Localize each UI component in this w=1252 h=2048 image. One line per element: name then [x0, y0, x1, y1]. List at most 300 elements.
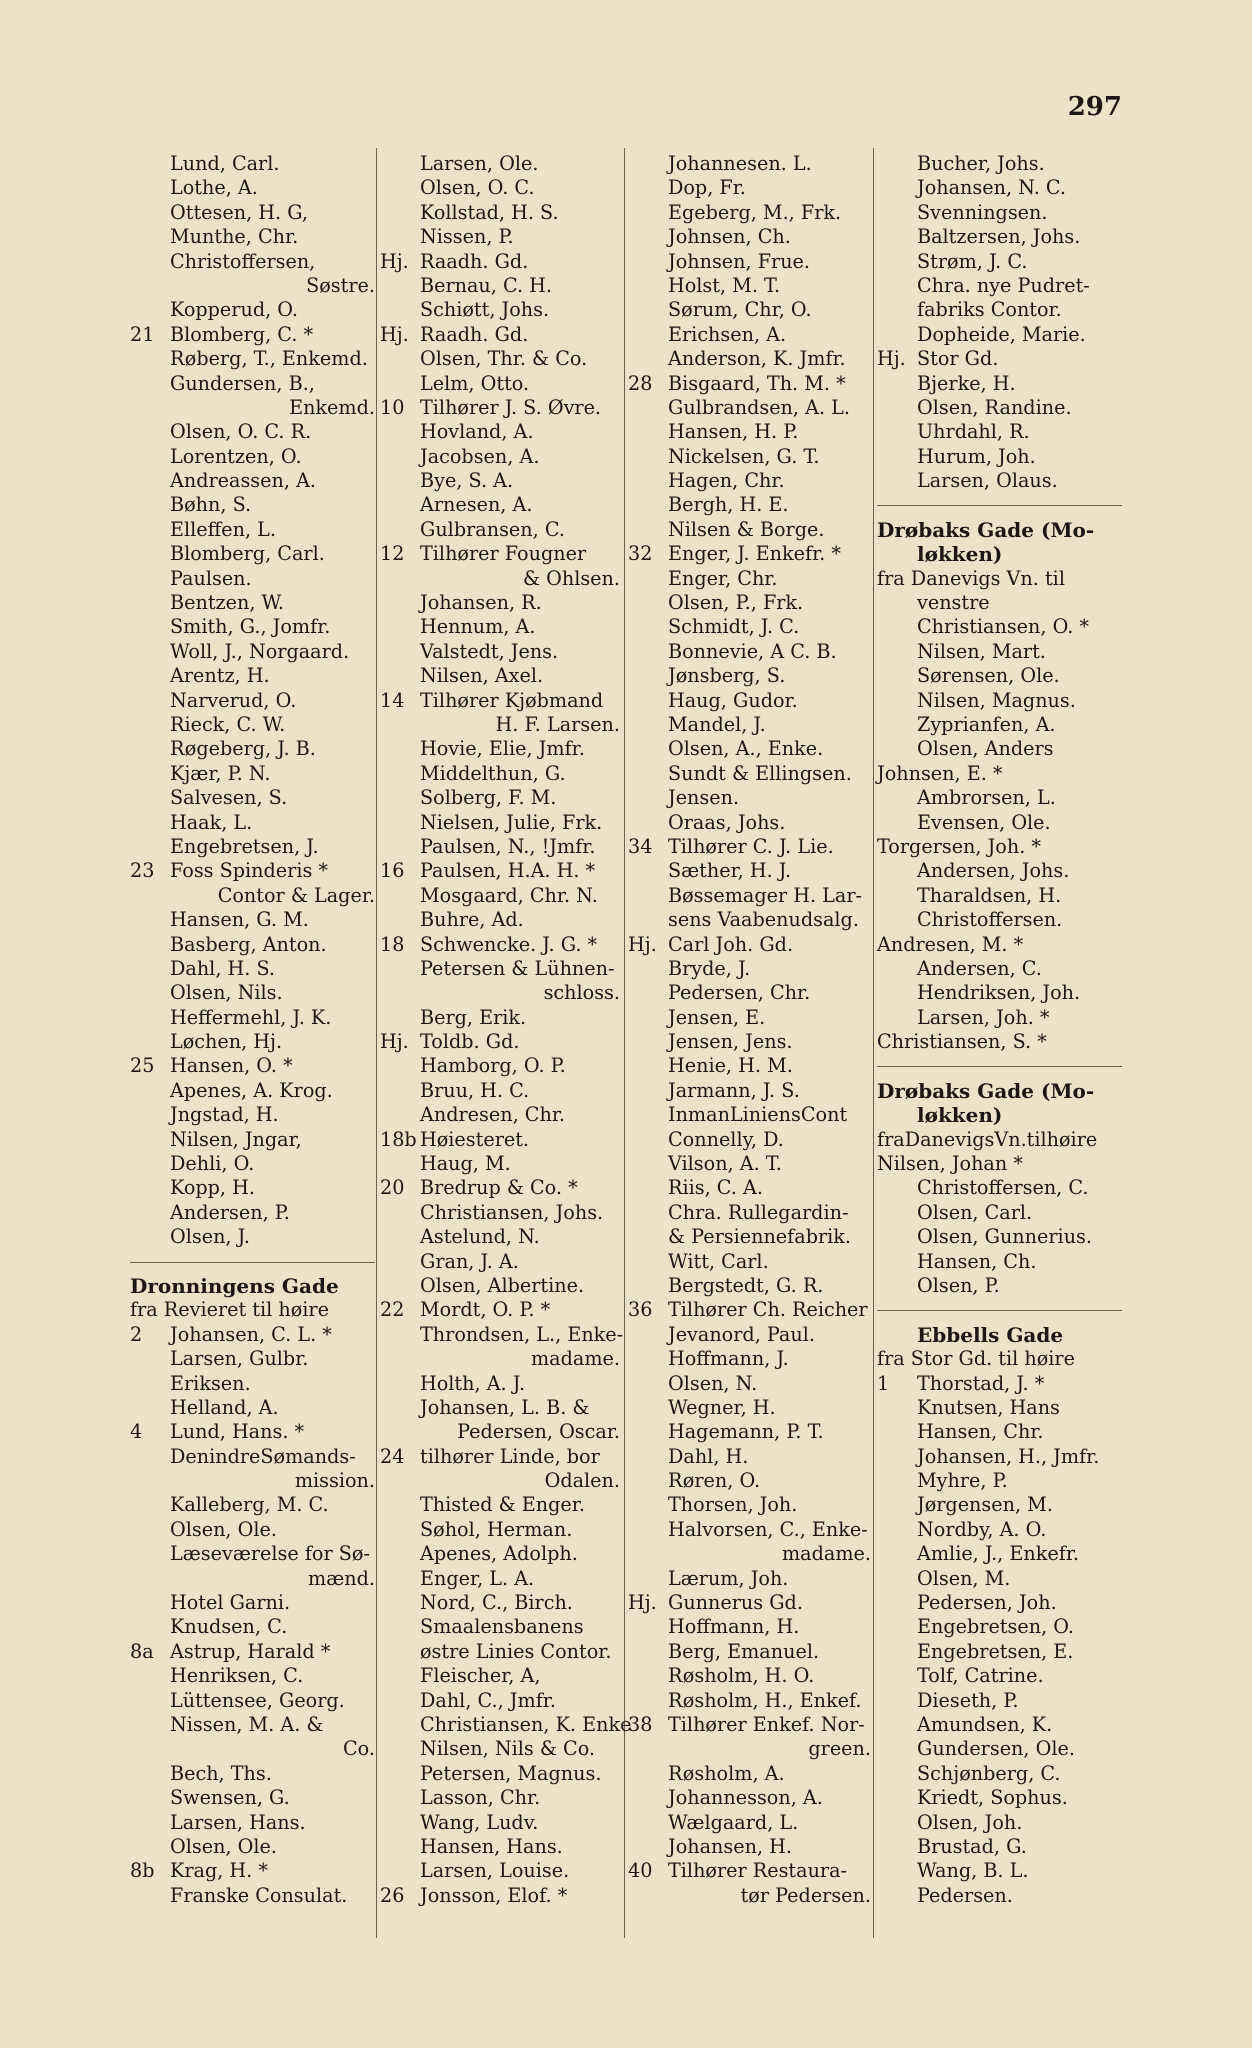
entry-text: Hovland, A.: [420, 420, 534, 444]
directory-entry: [877, 689, 1122, 713]
entry-text: Bøhn, S.: [170, 493, 252, 517]
house-number: 14: [380, 688, 405, 712]
directory-entry: [130, 957, 375, 981]
directory-entry: [130, 1030, 375, 1054]
directory-entry: [380, 152, 620, 176]
entry-text: Sæther, H. J.: [668, 859, 792, 883]
entry-text: Engebretsen, E.: [917, 1639, 1074, 1663]
entry-text: Kriedt, Sophus.: [917, 1786, 1068, 1810]
entry-text: løkken): [917, 542, 1003, 567]
entry-text: Middelthun, G.: [420, 761, 566, 785]
directory-entry: [380, 445, 620, 469]
entry-text: Swensen, G.: [170, 1786, 290, 1810]
directory-entry: [380, 250, 620, 274]
directory-entry: [877, 1250, 1122, 1274]
entry-text: Johannesson, A.: [668, 1786, 823, 1810]
directory-entry: [380, 689, 620, 713]
entry-text: Petersen & Lühnen-: [420, 956, 615, 980]
entry-text: Jensen, E.: [668, 1005, 766, 1029]
house-number: 21: [130, 322, 155, 346]
directory-entry: [130, 591, 375, 615]
entry-text: Stor Gd.: [917, 347, 999, 371]
entry-text: Kopp, H.: [170, 1176, 255, 1200]
entry-text: Johansen, C. L. *: [170, 1322, 332, 1346]
entry-text: Nord, C., Birch.: [420, 1591, 573, 1615]
directory-entry: [628, 1518, 871, 1542]
directory-entry: [628, 298, 871, 322]
directory-entry: [380, 1176, 620, 1200]
directory-entry: [380, 1103, 620, 1127]
entry-text: Jensen, Jens.: [668, 1030, 793, 1054]
directory-entry: [628, 1713, 871, 1737]
entry-text: Nissen, P.: [420, 225, 514, 249]
entry-text: Ambrorsen, L.: [917, 786, 1056, 810]
entry-text: Enger, J. Enkefr. *: [668, 542, 841, 566]
directory-entry: [628, 176, 871, 200]
entry-text: Drøbaks Gade (Mo-: [877, 1078, 1095, 1103]
directory-entry: [380, 1786, 620, 1810]
entry-text: Olsen, P.: [917, 1273, 1000, 1297]
directory-entry: [380, 518, 620, 542]
column-1: [130, 152, 375, 1908]
entry-text: Berg, Erik.: [420, 1005, 527, 1029]
directory-entry: [130, 1859, 375, 1883]
directory-entry: [130, 1420, 375, 1444]
directory-entry: [130, 615, 375, 639]
directory-entry: [877, 1493, 1122, 1517]
directory-entry: [130, 469, 375, 493]
directory-entry: [877, 1884, 1122, 1908]
directory-entry: [877, 323, 1122, 347]
entry-text: Holth, A. J.: [420, 1371, 526, 1395]
directory-entry: [380, 225, 620, 249]
entry-text: Hansen, Chr.: [917, 1420, 1044, 1444]
entry-text: Olsen, Joh.: [917, 1810, 1023, 1834]
directory-entry: [628, 1737, 871, 1761]
entry-text: Hamborg, O. P.: [420, 1054, 566, 1078]
directory-entry: [380, 1737, 620, 1761]
section-rule: [877, 1298, 1122, 1322]
entry-text: Løchen, Hj.: [170, 1030, 283, 1054]
directory-entry: [628, 762, 871, 786]
house-number: 2: [130, 1322, 143, 1346]
column-rule: [376, 148, 377, 1938]
entry-text: Munthe, Chr.: [170, 225, 299, 249]
section-rule: [130, 1250, 375, 1274]
directory-entry: [130, 372, 375, 396]
directory-entry: [380, 762, 620, 786]
directory-entry: [380, 664, 620, 688]
directory-entry: [628, 1445, 871, 1469]
directory-entry: [628, 1469, 871, 1493]
directory-entry: [130, 1567, 375, 1591]
directory-entry: [380, 1493, 620, 1517]
entry-text: Schjønberg, C.: [917, 1761, 1061, 1785]
directory-entry: [130, 1762, 375, 1786]
directory-entry: [380, 1567, 620, 1591]
entry-text: Bernau, C. H.: [420, 273, 553, 297]
directory-entry: [628, 1250, 871, 1274]
entry-text: Nilsen, Jngar,: [170, 1127, 302, 1151]
directory-entry: [628, 884, 871, 908]
directory-entry: [380, 201, 620, 225]
entry-text: Christiansen, K. Enke: [420, 1713, 632, 1736]
entry-text: Hennum, A.: [420, 615, 536, 639]
entry-text: Amundsen, K.: [917, 1713, 1053, 1736]
directory-entry: [877, 1664, 1122, 1688]
directory-entry: [380, 1225, 620, 1249]
directory-entry: [380, 469, 620, 493]
entry-text: løkken): [917, 1103, 1003, 1128]
entry-text: Arentz, H.: [170, 664, 270, 688]
entry-text: Carl Joh. Gd.: [668, 932, 794, 956]
directory-entry: [380, 1079, 620, 1103]
entry-text: Salvesen, S.: [170, 786, 288, 810]
directory-entry: [628, 1591, 871, 1615]
entry-text: Bredrup & Co. *: [420, 1176, 578, 1200]
directory-entry: [877, 1542, 1122, 1566]
house-number: 36: [628, 1298, 653, 1322]
directory-entry: [380, 908, 620, 932]
page-number: 297: [1067, 92, 1122, 122]
entry-text: Engebretsen, J.: [170, 834, 319, 858]
entry-text: Haug, M.: [420, 1152, 511, 1176]
directory-entry: [380, 933, 620, 957]
directory-entry: [130, 1054, 375, 1078]
street-heading: [877, 1079, 1122, 1103]
entry-text: Gulbrandsen, A. L.: [668, 395, 851, 419]
entry-text: Drøbaks Gade (Mo-: [877, 517, 1095, 542]
entry-text: Dop, Fr.: [668, 176, 746, 200]
directory-entry: [877, 1640, 1122, 1664]
directory-entry: [628, 250, 871, 274]
directory-entry: [380, 1250, 620, 1274]
directory-entry: [130, 1884, 375, 1908]
entry-text: Jarmann, J. S.: [668, 1078, 800, 1102]
entry-text: Larsen, Louise.: [420, 1859, 570, 1883]
entry-text: Jevanord, Paul.: [668, 1322, 815, 1346]
directory-entry: [877, 1445, 1122, 1469]
entry-text: Tilhører Kjøbmand: [420, 688, 604, 712]
entry-text: Nielsen, Julie, Frk.: [420, 810, 603, 834]
directory-entry: [877, 1469, 1122, 1493]
directory-entry: [130, 1323, 375, 1347]
directory-entry: [877, 1030, 1122, 1054]
directory-entry: [628, 493, 871, 517]
directory-entry: [380, 298, 620, 322]
entry-text: Røsholm, H. O.: [668, 1664, 815, 1688]
directory-entry: [380, 957, 620, 981]
directory-entry: [877, 1128, 1122, 1152]
directory-entry: [130, 518, 375, 542]
entry-text: Enkemd.: [289, 395, 375, 419]
entry-text: Røsholm, H., Enkef.: [668, 1688, 862, 1712]
directory-entry: [628, 591, 871, 615]
entry-text: Jacobsen, A.: [420, 444, 540, 468]
directory-entry: [628, 981, 871, 1005]
entry-text: Nickelsen, G. T.: [668, 444, 820, 468]
entry-text: Wang, Ludv.: [420, 1810, 539, 1834]
directory-entry: [628, 1396, 871, 1420]
entry-text: Blomberg, C. *: [170, 322, 314, 346]
directory-entry: [877, 1347, 1122, 1371]
directory-entry: [130, 201, 375, 225]
entry-text: Tilhører Ch. Reicher: [668, 1298, 868, 1322]
directory-entry: [130, 323, 375, 347]
column-4: [877, 152, 1122, 1908]
entry-text: Bergstedt, G. R.: [668, 1273, 824, 1297]
directory-entry: [877, 1615, 1122, 1639]
directory-entry: [130, 152, 375, 176]
entry-text: Rieck, C. W.: [170, 712, 286, 736]
entry-text: tilhører Linde, bor: [420, 1444, 600, 1468]
entry-text: Andresen, M. *: [877, 932, 1024, 956]
directory-entry: [130, 1298, 375, 1322]
directory-entry: [877, 737, 1122, 761]
directory-entry: [130, 908, 375, 932]
directory-entry: [877, 347, 1122, 371]
entry-text: Nilsen, Magnus.: [917, 688, 1076, 712]
directory-entry: [877, 933, 1122, 957]
directory-entry: [628, 1006, 871, 1030]
entry-text: Thorstad, J. *: [917, 1371, 1045, 1395]
entry-text: Bjerke, H.: [917, 371, 1016, 395]
entry-text: Bentzen, W.: [170, 591, 285, 615]
entry-text: Ebbells Gade: [917, 1322, 1064, 1347]
entry-text: Pedersen, Chr.: [668, 981, 811, 1005]
entry-text: Hoffmann, H.: [668, 1615, 800, 1639]
entry-text: schloss.: [543, 981, 620, 1005]
entry-text: Johansen, H., Jmfr.: [917, 1444, 1100, 1468]
directory-entry: [130, 1372, 375, 1396]
entry-text: Chra. Rullegardin-: [668, 1200, 849, 1224]
directory-entry: [877, 298, 1122, 322]
entry-text: Tilhører C. J. Lie.: [668, 834, 834, 858]
entry-text: Olsen, Ole.: [170, 1517, 277, 1541]
directory-entry: [380, 615, 620, 639]
entry-text: Basberg, Anton.: [170, 932, 327, 956]
directory-entry: [380, 396, 620, 420]
directory-entry: [380, 1811, 620, 1835]
directory-entry: [130, 1518, 375, 1542]
directory-entry: [877, 225, 1122, 249]
directory-entry: [380, 347, 620, 371]
entry-text: Tolf, Catrine.: [917, 1664, 1044, 1688]
entry-text: Lüttensee, Georg.: [170, 1688, 345, 1712]
directory-entry: [877, 640, 1122, 664]
entry-text: Andersen, P.: [170, 1200, 290, 1224]
entry-text: Bonnevie, A C. B.: [668, 639, 837, 663]
directory-entry: [380, 1274, 620, 1298]
entry-text: Bech, Ths.: [170, 1761, 272, 1785]
entry-text: Jønsberg, S.: [668, 664, 786, 688]
house-number: 40: [628, 1859, 653, 1883]
entry-text: Smaalensbanens: [420, 1615, 584, 1639]
entry-text: Lorentzen, O.: [170, 444, 302, 468]
entry-text: Nissen, M. A. &: [170, 1713, 324, 1736]
entry-text: Henriksen, C.: [170, 1664, 304, 1688]
entry-text: Johnsen, E. *: [877, 761, 1003, 785]
house-number: 12: [380, 542, 405, 566]
entry-text: Gran, J. A.: [420, 1249, 519, 1273]
house-number: 23: [130, 859, 155, 883]
house-number: 28: [628, 371, 653, 395]
directory-entry: [628, 1176, 871, 1200]
entry-text: Hansen, Hans.: [420, 1834, 563, 1858]
directory-entry: [628, 1103, 871, 1127]
directory-entry: [877, 1835, 1122, 1859]
entry-text: Krag, H. *: [170, 1859, 268, 1883]
entry-text: Bøssemager H. Lar-: [668, 883, 863, 907]
directory-entry: [628, 957, 871, 981]
directory-entry: [628, 323, 871, 347]
directory-entry: [130, 1103, 375, 1127]
entry-text: Tilhører J. S. Øvre.: [420, 395, 602, 419]
directory-entry: [380, 713, 620, 737]
entry-text: Mosgaard, Chr. N.: [420, 883, 598, 907]
directory-entry: [130, 1225, 375, 1249]
directory-entry: [628, 1664, 871, 1688]
directory-entry: [380, 737, 620, 761]
directory-entry: [877, 396, 1122, 420]
entry-text: tør Pedersen.: [740, 1883, 871, 1907]
entry-text: Tilhører Restaura-: [668, 1859, 848, 1883]
directory-entry: [380, 493, 620, 517]
entry-text: Nilsen, Mart.: [917, 639, 1046, 663]
entry-text: Røgeberg, J. B.: [170, 737, 316, 761]
house-number: Hj.: [380, 249, 409, 273]
entry-text: Andreassen, A.: [170, 469, 317, 493]
house-number: 22: [380, 1298, 405, 1322]
entry-text: Lelm, Otto.: [420, 371, 530, 395]
directory-entry: [130, 640, 375, 664]
entry-text: Olsen, Albertine.: [420, 1273, 585, 1297]
directory-entry: [380, 420, 620, 444]
entry-text: Petersen, Magnus.: [420, 1761, 602, 1785]
entry-text: Johansen, L. B. &: [420, 1395, 590, 1419]
directory-entry: [380, 323, 620, 347]
street-heading: [130, 1274, 375, 1298]
entry-text: Hurum, Joh.: [917, 444, 1036, 468]
directory-entry: [380, 786, 620, 810]
directory-entry: [877, 591, 1122, 615]
entry-text: Brustad, G.: [917, 1834, 1027, 1858]
entry-text: Solberg, F. M.: [420, 786, 557, 810]
entry-text: Gundersen, B.,: [170, 371, 315, 395]
entry-text: Jørgensen, M.: [917, 1493, 1053, 1517]
entry-text: Pedersen.: [917, 1883, 1013, 1907]
directory-entry: [628, 1640, 871, 1664]
entry-text: Dahl, C., Jmfr.: [420, 1688, 556, 1712]
directory-entry: [877, 1689, 1122, 1713]
house-number: 34: [628, 834, 653, 858]
entry-text: Pedersen, Oscar.: [457, 1420, 620, 1444]
house-number: 18b: [380, 1127, 417, 1151]
entry-text: Hovie, Elie, Jmfr.: [420, 737, 585, 761]
entry-text: Haak, L.: [170, 810, 253, 834]
directory-entry: [130, 786, 375, 810]
directory-entry: [130, 689, 375, 713]
directory-entry: [628, 396, 871, 420]
directory-entry: [130, 1006, 375, 1030]
entry-text: Hoffmann, J.: [668, 1347, 789, 1371]
directory-entry: [877, 567, 1122, 591]
entry-text: Johnsen, Ch.: [668, 225, 791, 249]
entry-text: Hotel Garni.: [170, 1591, 291, 1615]
directory-entry: [877, 786, 1122, 810]
house-number: 25: [130, 1054, 155, 1078]
entry-text: Hendriksen, Joh.: [917, 981, 1081, 1005]
entry-text: Co.: [343, 1737, 375, 1761]
entry-text: Henie, H. M.: [668, 1054, 793, 1078]
entry-text: Haug, Gudor.: [668, 688, 798, 712]
entry-text: Christoffersen, C.: [917, 1176, 1089, 1200]
directory-entry: [628, 908, 871, 932]
directory-entry: [628, 664, 871, 688]
directory-entry: [877, 469, 1122, 493]
entry-text: Larsen, Joh. *: [917, 1005, 1050, 1029]
house-number: 20: [380, 1176, 405, 1200]
entry-text: Witt, Carl.: [668, 1249, 769, 1273]
directory-entry: [628, 640, 871, 664]
directory-entry: [130, 664, 375, 688]
column-3: [628, 152, 871, 1908]
directory-entry: [628, 859, 871, 883]
entry-text: Tharaldsen, H.: [917, 883, 1062, 907]
directory-entry: [130, 225, 375, 249]
entry-text: Olsen, J.: [170, 1225, 250, 1249]
entry-text: Odalen.: [544, 1469, 620, 1493]
entry-text: madame.: [781, 1542, 871, 1566]
entry-text: Larsen, Olaus.: [917, 469, 1058, 493]
directory-entry: [380, 1322, 624, 1347]
entry-text: Pedersen, Joh.: [917, 1591, 1057, 1615]
directory-entry: [130, 737, 375, 761]
entry-text: Jensen.: [668, 786, 740, 810]
entry-text: Thorsen, Joh.: [668, 1493, 798, 1517]
directory-entry: [380, 811, 620, 835]
directory-entry: [380, 176, 620, 200]
directory-entry: [877, 957, 1122, 981]
street-heading: [877, 1103, 1122, 1127]
entry-text: Amlie, J., Enkefr.: [917, 1542, 1079, 1566]
directory-entry: [877, 445, 1122, 469]
directory-entry: [877, 615, 1122, 639]
directory-entry: [877, 1713, 1122, 1737]
directory-entry: [628, 1884, 871, 1908]
directory-entry: [877, 1396, 1122, 1420]
house-number: 8a: [130, 1639, 154, 1663]
entry-text: Halvorsen, C., Enke-: [668, 1517, 868, 1541]
directory-entry: [628, 1298, 871, 1322]
directory-entry: [380, 1396, 620, 1420]
entry-text: & Persiennefabrik.: [668, 1225, 852, 1249]
directory-entry: [130, 542, 375, 566]
directory-entry: [877, 420, 1122, 444]
directory-entry: [877, 1152, 1122, 1176]
entry-text: Buhre, Ad.: [420, 908, 524, 932]
entry-text: Connelly, D.: [668, 1127, 784, 1151]
entry-text: Olsen, Gunnerius.: [917, 1225, 1092, 1249]
directory-entry: [877, 664, 1122, 688]
directory-entry: [877, 811, 1122, 835]
entry-text: Enger, Chr.: [668, 566, 778, 590]
entry-text: Olsen, O. C. R.: [170, 420, 312, 444]
entry-text: Uhrdahl, R.: [917, 420, 1030, 444]
directory-entry: [380, 1054, 620, 1078]
directory-entry: [380, 1445, 620, 1469]
directory-entry: [877, 176, 1122, 200]
